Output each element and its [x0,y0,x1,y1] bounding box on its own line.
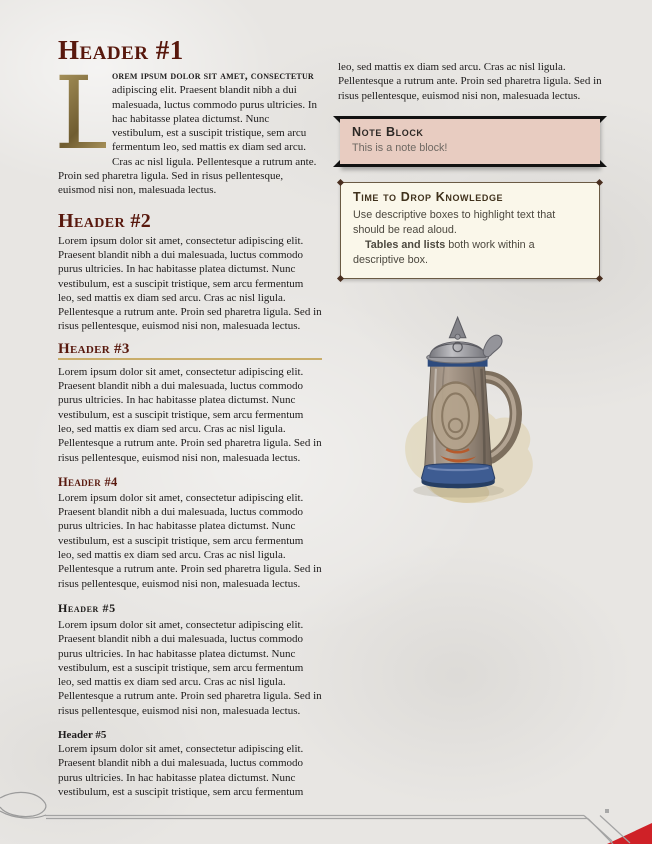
header-5: Header #5 [58,600,116,615]
illustration-container [338,313,602,514]
note-block [340,116,600,167]
dropcap-paragraph [54,55,322,198]
continuation-paragraph: leo, sed mattis ex diam sed arcu. Cras ac nisl ligula. Pellentesque a rutrum ante. Proin sed pharetra ligula. Sed in risus pellentesque, euismod nisi non, malesuada lectus. [338,61,602,102]
body-paragraph: Lorem ipsum dolor sit amet, consectetur adipiscing elit. Praesent blandit nibh a dui malesuada, luctus commodo purus ultricies. In hac habitasse platea dictumst. Nunc vestibulum, est a suscipit tristique, sem arcu fermentum leo, sed mattis ex diam sed arcu. Cras ac nisl ligula. Pellentesque a rutrum ante. Proin sed pharetra ligula. Sed in risus pellentesque, euismod nisi non, malesuada lectus. [58,234,322,333]
beer-stein-illustration [384,313,556,509]
note-corner-decoration [333,160,340,167]
dropcap-rest-text: adipiscing elit. Praesent blandit nibh a dui malesuada, luctus commodo purus ultricies. In hac habitasse platea dictumst. Nunc vestibulum, est a suscipit tristique, sem arcu fermentum leo, sed mattis ex diam sed arcu. Cras ac nisl ligula. Pellentesque a rutrum ante. Proin sed pharetra ligula. Sed in risus pellentesque, euismod nisi non, malesuada lectus. [58,84,317,197]
stein-base [422,464,495,485]
descriptive-box-bold-text: Tables and lists [365,238,446,251]
descriptive-box-line2 [353,238,587,268]
note-block-title: Note Block [352,124,424,139]
header-3: Header #3 [58,341,322,360]
note-block-body: This is a note block! [352,141,448,154]
right-column [338,36,602,804]
header-1: Header #1 [58,35,184,65]
descriptive-box-title: Time to Drop Knowledge [353,189,504,204]
dropcap-letter-L: L [54,55,121,172]
footer-leaf-flourish [0,792,46,816]
descriptive-box-line1: Use descriptive boxes to highlight text that should be read aloud. [353,208,556,236]
stein-medallion [432,382,479,450]
descriptive-box-line2-rest: both work within a descriptive box. [353,238,535,266]
header-5-bold: Header #5 [58,728,107,741]
descriptive-box-corner-dot [337,179,344,186]
footer-decoration [0,784,652,844]
body-paragraph: Lorem ipsum dolor sit amet, consectetur adipiscing elit. Praesent blandit nibh a dui malesuada, luctus commodo purus ultricies. In hac habitasse platea dictumst. Nunc vestibulum, est a suscipit tristique, sem arcu fermentum leo, sed mattis ex diam sed arcu. Cras ac nisl ligula. Pellentesque a rutrum ante. Proin sed pharetra ligula. Sed in risus pellentesque, euismod nisi non, malesuada lectus. [58,491,322,590]
header-2: Header #2 [58,209,152,232]
footer-square-dot [605,809,609,813]
descriptive-box [340,182,600,279]
body-paragraph: Lorem ipsum dolor sit amet, consectetur adipiscing elit. Praesent blandit nibh a dui malesuada, luctus commodo purus ultricies. In hac habitasse platea dictumst. Nunc vestibulum, est a suscipit tristique, sem arcu fermentum leo, sed mattis ex diam sed arcu. Cras ac nisl ligula. Pellentesque a rutrum ante. Proin sed pharetra ligula. Sed in risus pellentesque, euismod nisi non, malesuada lectus. [58,365,322,464]
descriptive-box-corner-dot [337,275,344,282]
note-corner-decoration [600,160,607,167]
left-column [54,35,322,804]
dropcap-lead-text: orem ipsum dolor sit amet, consectetur [112,70,314,82]
descriptive-box-body [353,208,587,268]
stein-thumb-lever [483,335,502,357]
body-paragraph-truncated: Lorem ipsum dolor sit amet, consectetur adipiscing elit. Praesent blandit nibh a dui malesuada, luctus commodo purus ultricies. In hac habitasse platea dictumst. Nunc vestibulum, est a suscipit tristique, sem arcu fermentum [58,742,304,798]
note-corner-decoration [600,116,607,123]
footer-red-triangle [607,823,652,844]
body-paragraph: Lorem ipsum dolor sit amet, consectetur adipiscing elit. Praesent blandit nibh a dui malesuada, luctus commodo purus ultricies. In hac habitasse platea dictumst. Nunc vestibulum, est a suscipit tristique, sem arcu fermentum leo, sed mattis ex diam sed arcu. Cras ac nisl ligula. Pellentesque a rutrum ante. Proin sed pharetra ligula. Sed in risus pellentesque, euismod nisi non, malesuada lectus. [58,618,322,717]
descriptive-box-corner-dot [596,179,603,186]
note-corner-decoration [333,116,340,123]
header-4: Header #4 [58,474,118,489]
descriptive-box-corner-dot [596,275,603,282]
